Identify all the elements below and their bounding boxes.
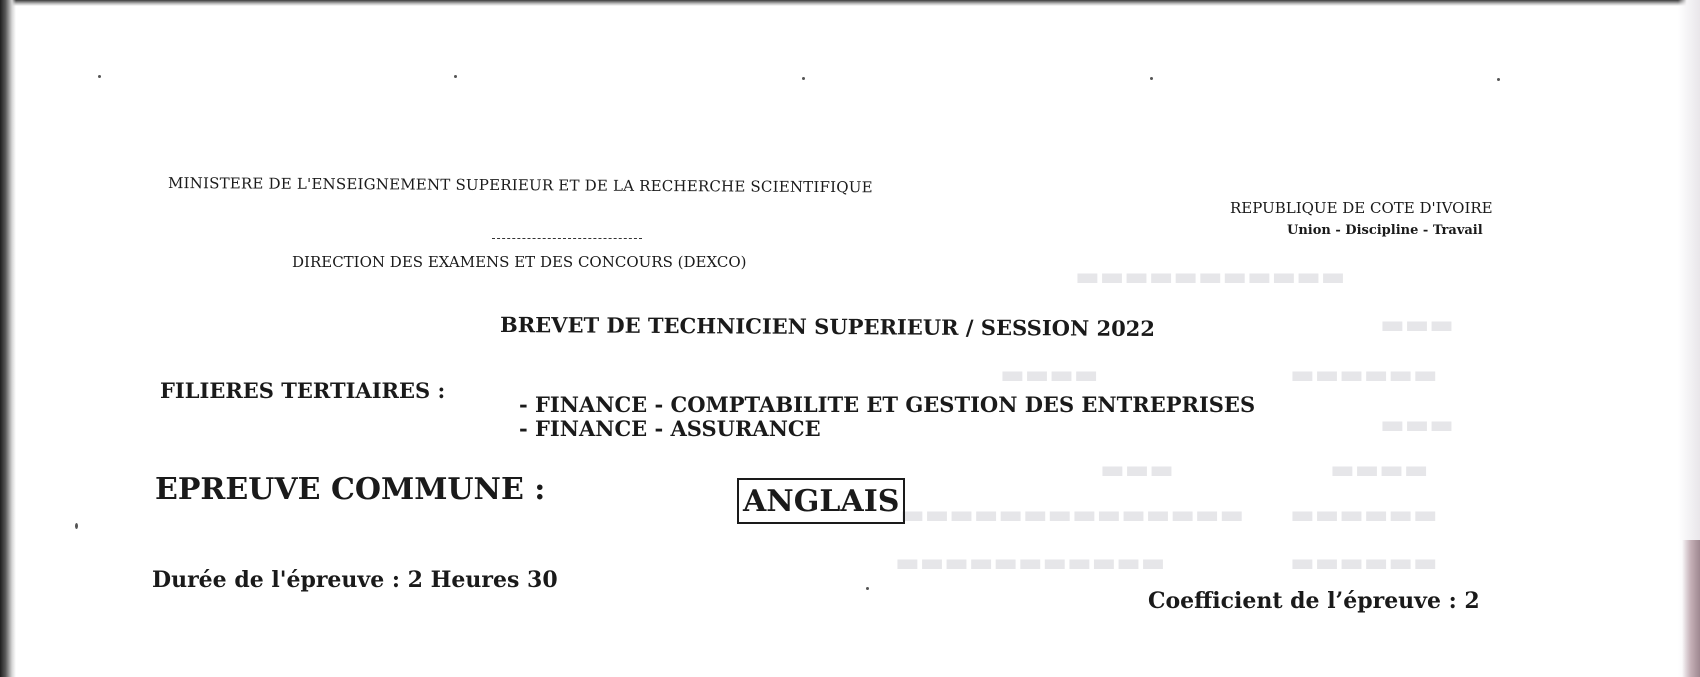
bleed-through-mark: ▬▬▬ xyxy=(1380,310,1454,340)
bleed-through-mark: ▬▬▬▬ xyxy=(1000,360,1099,390)
subject-box: ANGLAIS xyxy=(737,478,905,524)
bleed-through-mark: ▬▬▬ xyxy=(1380,410,1454,440)
direction-name: DIRECTION DES EXAMENS ET DES CONCOURS (DEXCO) xyxy=(292,253,747,271)
bleed-through-mark: ▬▬▬▬▬▬ xyxy=(1290,360,1438,390)
exam-duration: Durée de l'épreuve : 2 Heures 30 xyxy=(152,567,558,593)
scan-speck xyxy=(1150,77,1153,80)
scan-smudge xyxy=(1682,540,1700,677)
bleed-through-mark: ▬▬▬▬ xyxy=(1330,455,1429,485)
bleed-through-mark: ▬▬▬▬▬▬▬▬▬▬▬ xyxy=(1075,262,1346,292)
republic-name: REPUBLIQUE DE COTE D'IVOIRE xyxy=(1230,199,1493,217)
bleed-through-mark: ▬▬▬▬▬▬ xyxy=(1290,500,1438,530)
scan-speck xyxy=(802,77,805,80)
filieres-label: FILIERES TERTIAIRES : xyxy=(160,378,446,403)
scan-speck xyxy=(75,523,78,529)
epreuve-label: EPREUVE COMMUNE : xyxy=(155,472,546,507)
exam-coefficient: Coefficient de l’épreuve : 2 xyxy=(1148,588,1480,614)
national-motto: Union - Discipline - Travail xyxy=(1287,223,1483,238)
scan-speck xyxy=(866,587,869,590)
bleed-through-mark: ▬▬▬ xyxy=(1100,455,1174,485)
scan-speck xyxy=(1497,78,1500,81)
scan-speck xyxy=(454,75,457,78)
filiere-item: - FINANCE - ASSURANCE xyxy=(519,416,821,441)
bleed-through-mark: ▬▬▬▬▬▬▬▬▬▬▬▬▬▬ xyxy=(900,500,1244,530)
separator-line xyxy=(492,238,642,239)
filiere-item: - FINANCE - COMPTABILITE ET GESTION DES ENTREPRISES xyxy=(519,392,1256,417)
scan-speck xyxy=(98,75,101,78)
bleed-through-mark: ▬▬▬▬▬▬ xyxy=(1290,548,1438,578)
scan-border-left xyxy=(0,0,16,677)
ministry-name: MINISTERE DE L'ENSEIGNEMENT SUPERIEUR ET DE LA RECHERCHE SCIENTIFIQUE xyxy=(167,174,873,197)
scan-border-top xyxy=(0,0,1700,6)
exam-title: BREVET DE TECHNICIEN SUPERIEUR / SESSION 2022 xyxy=(499,312,1156,342)
bleed-through-mark: ▬▬▬▬▬▬▬▬▬▬▬ xyxy=(895,548,1166,578)
